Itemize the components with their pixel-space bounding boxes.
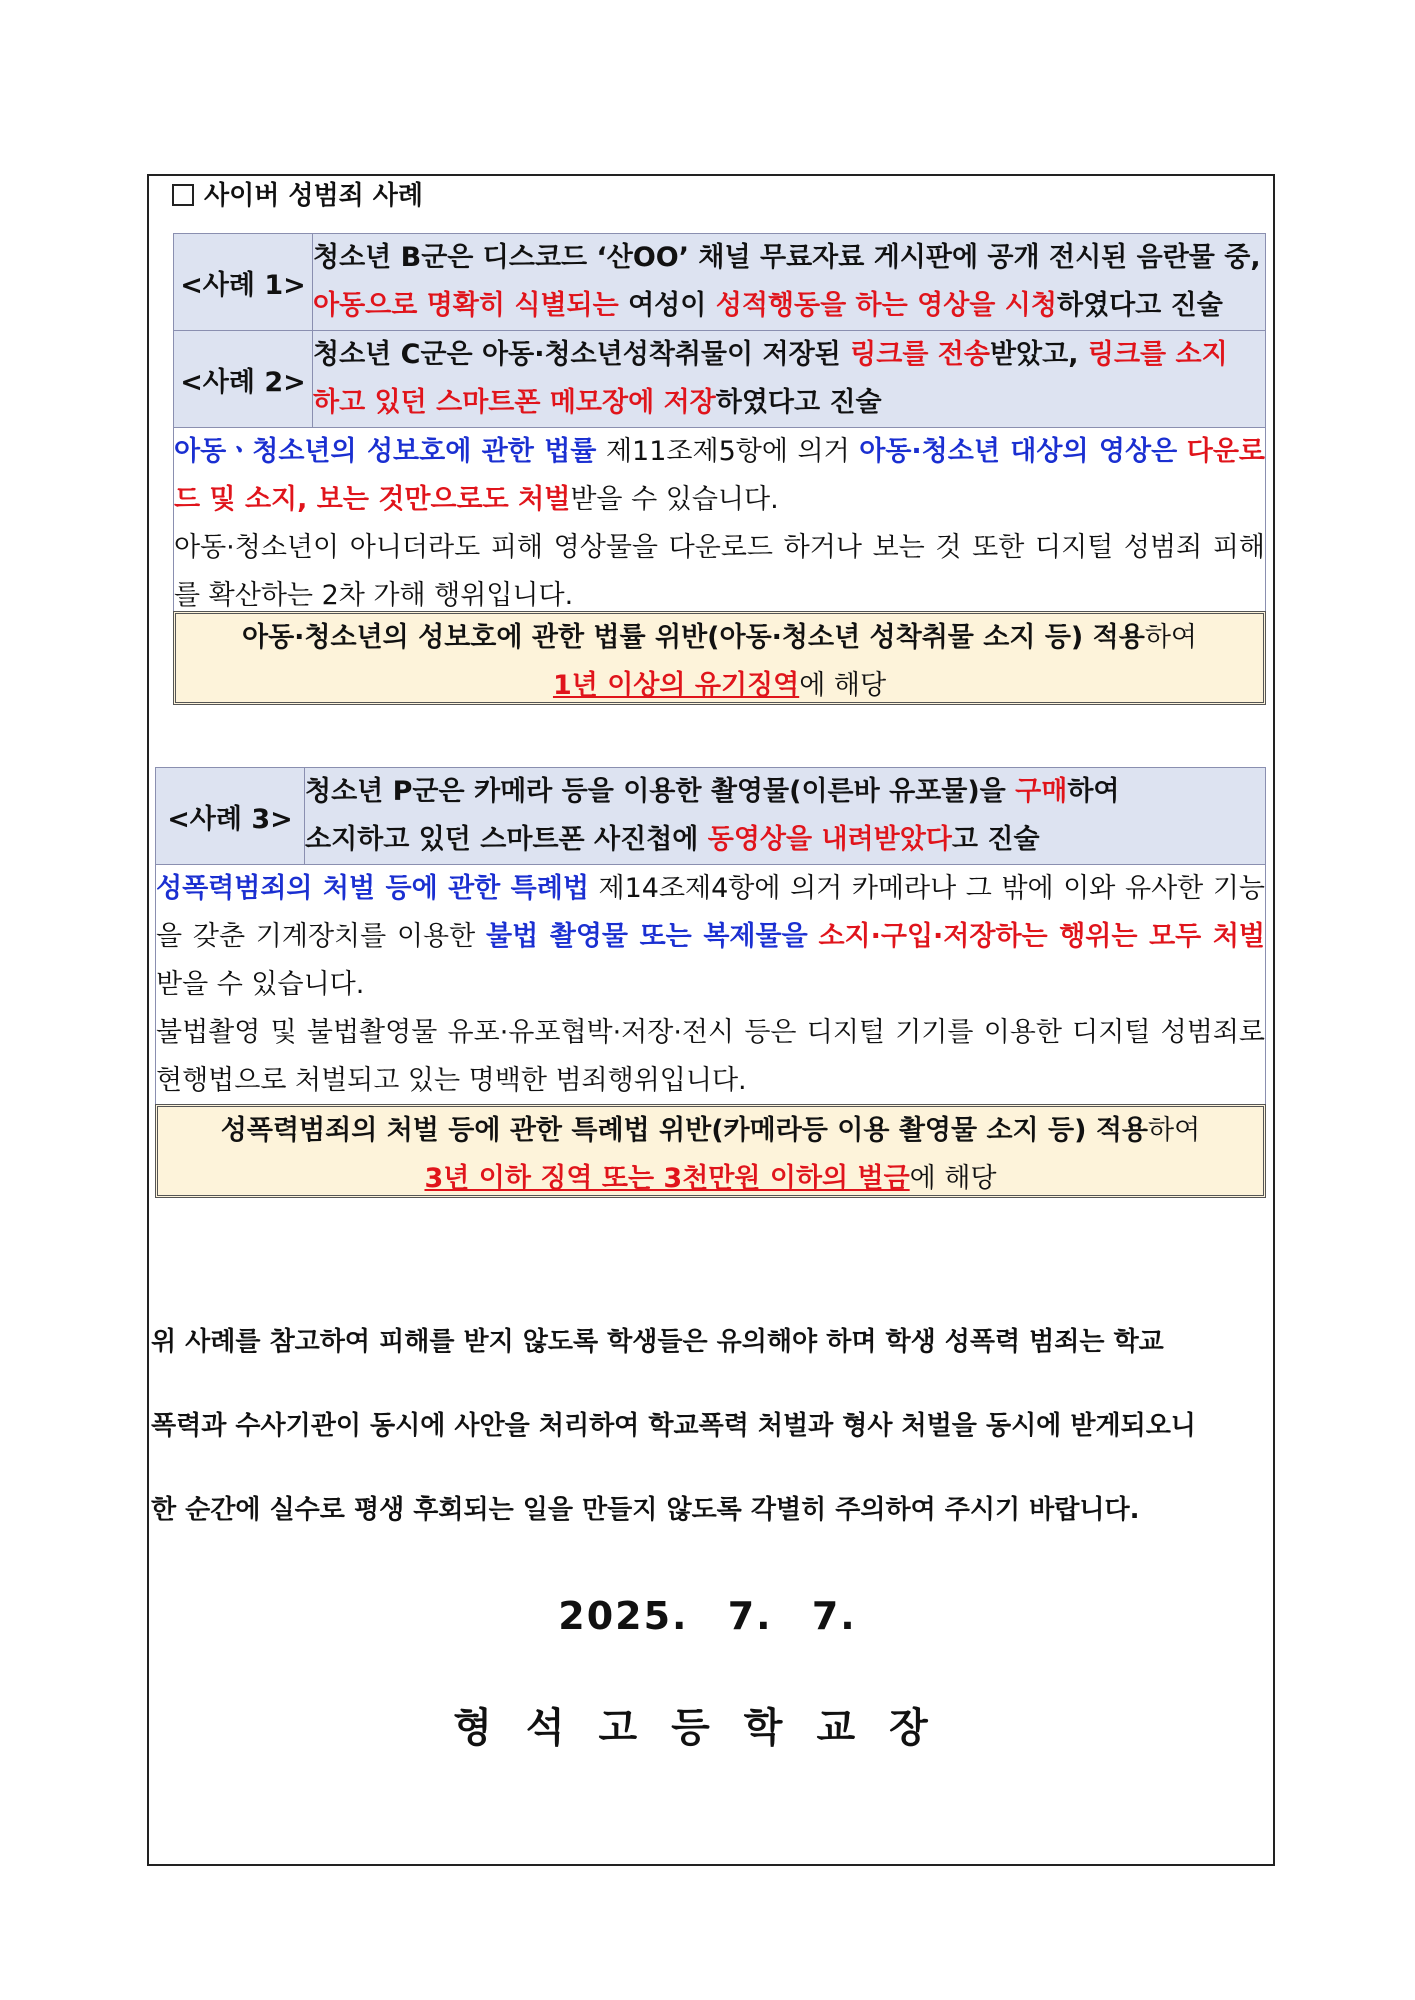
case-table-1	[173, 233, 1266, 621]
case-2-label: <사례 2>	[174, 331, 313, 428]
explanation-1: 아동ㆍ청소년의 성보호에 관한 법률 제11조제5항에 의거 아동·청소년 대상의 영상은 다운로드 및 소지, 보는 것만으로도 처벌받을 수 있습니다. 아동·청소년이 아니더라도 피해 영상물을 다운로드 하거나 보는 것 또한 디지털 성범죄 피해를 확산하는 2차 가해 행위입니다.	[174, 428, 1266, 621]
closing-paragraph: 위 사례를 참고하여 피해를 받지 않도록 학생들은 유의해야 하며 학생 성폭력 범죄는 학교 폭력과 수사기관이 동시에 사안을 처리하여 학교폭력 처벌과 형사 처벌을 동시에 받게되오니 한 순간에 실수로 평생 후회되는 일을 만들지 않도록 각별히 주의하여 주시기 바랍니다.	[151, 1327, 1196, 1525]
signer-title: 형석고등학교장	[453, 1705, 962, 1751]
case-table-2	[155, 767, 1266, 1106]
section-title: 사이버 성범죄 사례	[172, 176, 423, 216]
penalty-box-2: 성폭력범죄의 처벌 등에 관한 특례법 위반(카메라등 이용 촬영물 소지 등) 적용하여 3년 이하 징역 또는 3천만원 이하의 벌금에 해당	[155, 1104, 1266, 1198]
issue-date: 2025. 7. 7.	[558, 1594, 857, 1638]
case-2-text: 청소년 C군은 아동·청소년성착취물이 저장된 링크를 전송받았고, 링크를 소지 하고 있던 스마트폰 메모장에 저장하였다고 진술	[313, 331, 1266, 428]
case-1-text: 청소년 B군은 디스코드 ‘산OO’ 채널 무료자료 게시판에 공개 전시된 음란물 중, 아동으로 명확히 식별되는 여성이 성적행동을 하는 영상을 시청하였다고 진술	[313, 234, 1266, 331]
penalty-box-1: 아동·청소년의 성보호에 관한 법률 위반(아동·청소년 성착취물 소지 등) 적용하여 1년 이상의 유기징역에 해당	[173, 611, 1266, 705]
explanation-2: 성폭력범죄의 처벌 등에 관한 특례법 제14조제4항에 의거 카메라나 그 밖에 이와 유사한 기능을 갖춘 기계장치를 이용한 불법 촬영물 또는 복제물을 소지·구입·저장하는 행위는 모두 처벌받을 수 있습니다. 불법촬영 및 불법촬영물 유포·유포협박·저장·전시 등은 디지털 기기를 이용한 디지털 성범죄로 현행법으로 처벌되고 있는 명백한 범죄행위입니다.	[156, 865, 1266, 1106]
case-3-text: 청소년 P군은 카메라 등을 이용한 촬영물(이른바 유포물)을 구매하여 소지하고 있던 스마트폰 사진첩에 동영상을 내려받았다고 진술	[305, 768, 1266, 865]
case-3-label: <사례 3>	[156, 768, 305, 865]
checkbox-icon	[172, 184, 194, 206]
case-1-label: <사례 1>	[174, 234, 313, 331]
